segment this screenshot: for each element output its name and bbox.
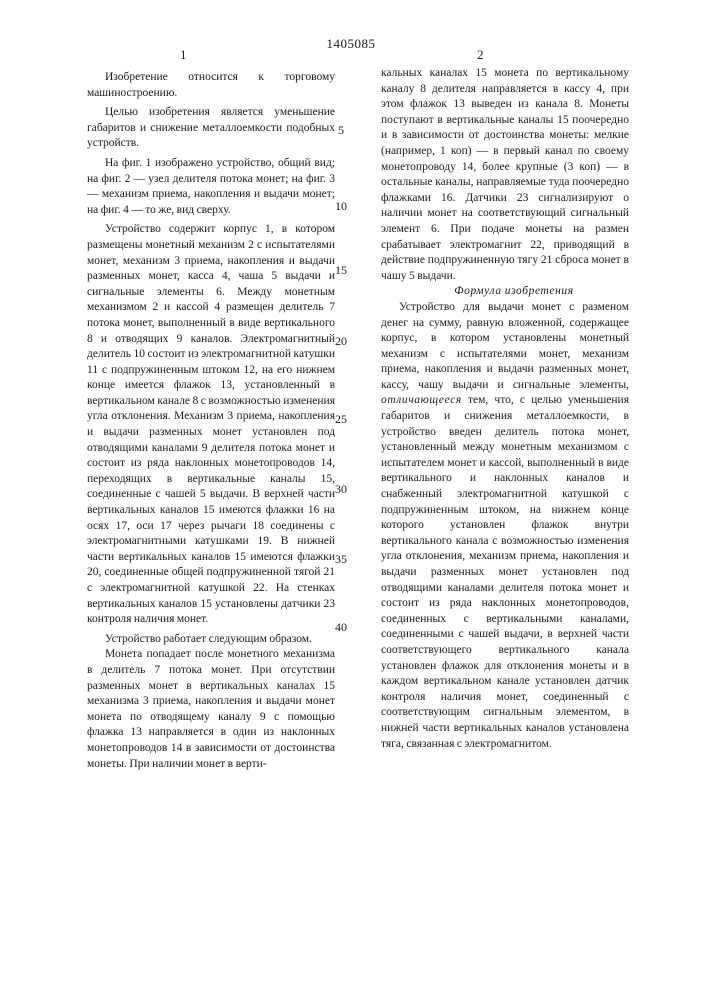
paragraph-purpose: Целью изобретения является уменьшение габаритов и снижение металлоемкости подобных устройств. — [87, 105, 335, 152]
line-number: 10 — [330, 200, 352, 212]
line-number: 40 — [330, 621, 352, 633]
paragraph-operation: Монета попадает после монетного механизма в делитель 7 потока монет. При отсутствии разменных монет в вертикальных каналах 15 механизма 3 приема, накопления и выдачи монет монета по отводящему каналу 9 с помощью флажка 13 направляется в один из наклонных монетопроводов 14 в зависимости от достоинства монеты. При наличии монет в верти- — [87, 647, 335, 772]
paragraph-construction: Устройство содержит корпус 1, в котором размещены монетный механизм 2 с испытателями монет, механизм 3 приема, накопления и выдачи разменных монет, касса 4, чаша 5 выдачи и сигнальные элементы 6. Между монетным механизмом 2 и кассой 4 размещен делитель 7 потока монет, выполненный в виде вертикального 8 и отводящих 9 каналов. Электромагнитный делитель 10 состоит из электромагнитной катушки 11 с подпружиненным штоком 12, на его нижнем конце имеется флажок 13, установленный в вертикальном канале 8 с возможностью изменения угла отклонения. Механизм 3 приема, накопления и выдачи разменных монет установлен под отводящими каналами 9 делителя потока монет и состоит из ряда наклонных монетопроводов 14, переходящих в вертикальные каналы 15, соединенные с чашей 5 выдачи. В верхней части вертикальных каналов 15 имеются флажки 16 на осях 17, оси 17 через рычаги 18 соединены с электромагнитными катушками 19. В нижней части вертикальных каналов 15 имеются флажки 20, соединенные общей подпружиненной тягой 21 с электромагнитной катушкой 22. На стенках вертикальных каналов 15 установлены датчики 23 контроля наличия монет. — [87, 222, 335, 627]
line-number: 25 — [330, 413, 352, 425]
right-column — [381, 66, 629, 752]
paragraph-claim — [381, 300, 629, 752]
claim-text-after: тем, что, с целью уменьшения габаритов и снижения металлоемкости, в устройство введен делитель потока монет, установленный между монетным механизмом с испытателем монет и кассой, выполненный в виде вертикального и наклонных каналов и снабженный электромагнитной катушкой с подпружиненным штоком, на нижнем конце которого установлен флажок внутри вертикального канала с возможностью изменения угла отклонения, механизм приема, накопления и выдачи разменных монет установлен под отводящими каналами делителя потока монет и состоит из ряда наклонных монетопроводов, соединенных с вертикальными каналами, соединенными с чашей выдачи, в верхней части соответствующего вертикального канала установлен флажок для отклонения монеты и в каждом вертикальном канале установлен датчик контроля наличия монет, соединенный с соответствующим сигнальным элементом, в нижней части вертикальных каналов установлена тяга, связанная с электромагнитом. — [381, 394, 629, 749]
formula-title: Формула изобретения — [381, 284, 629, 300]
paragraph-operation-intro: Устройство работает следующим образом. — [87, 632, 335, 648]
paragraph-operation-continued: кальных каналах 15 монета по вертикальному каналу 8 делителя направляется в кассу 4, при этом флажок 13 выведен из канала 8. Монеты поступают в вертикальные каналы 15 поочередно и в зависимости от достоинства монеты: мелкие (например, 1 коп) — в первый канал по своему монетопроводу 14, более крупные (3 коп) — в остальные каналы, направляемые туда поочередно флажками 16. Датчики 23 сигнализируют о наличии монет на соответствующий сигнальный элемент 6. При подаче монеты на размен срабатывает электромагнит 22, приводящий в действие подпружиненную тягу 21 сброса монет в чашу 5 выдачи. — [381, 66, 629, 284]
patent-number: 1405085 — [306, 37, 396, 50]
column-number-right: 2 — [477, 48, 484, 61]
paragraph-field: Изобретение относится к торговому машиностроению. — [87, 70, 335, 101]
claim-text-before: Устройство для выдачи монет с разменом денег на сумму, равную вложенной, содержащее корпус, в котором установлены монетный механизм с испытателями монет, механизм приема, накопления и выдачи разменных монет, кассу, чашу выдачи и сигнальные элементы, — [381, 301, 629, 391]
claim-emphasis: отличающееся — [381, 394, 462, 406]
line-number: 20 — [330, 335, 352, 347]
line-number: 35 — [330, 553, 352, 565]
line-number: 5 — [330, 124, 352, 136]
line-number: 15 — [330, 264, 352, 276]
paragraph-figures: На фиг. 1 изображено устройство, общий вид; на фиг. 2 — узел делителя потока монет; на фиг. 3 — механизм приема, накопления и выдачи монет; на фиг. 4 — то же, вид сверху. — [87, 156, 335, 218]
left-column — [87, 66, 335, 772]
column-number-left: 1 — [180, 48, 187, 61]
line-number: 30 — [330, 483, 352, 495]
